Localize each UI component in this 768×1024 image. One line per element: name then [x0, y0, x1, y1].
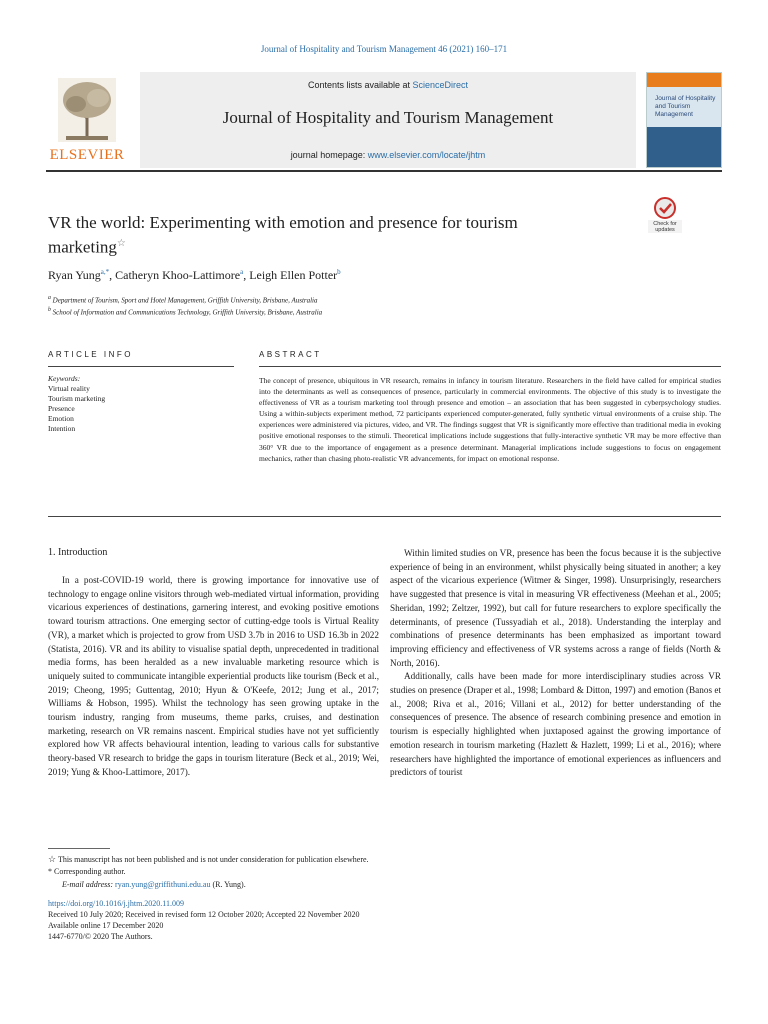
contents-line — [140, 80, 636, 90]
journal-title: Journal of Hospitality and Tourism Management — [222, 108, 554, 127]
keyword: Intention — [48, 424, 76, 433]
elsevier-tree-icon — [58, 78, 116, 142]
cover-image — [647, 127, 721, 167]
cover-title: Journal of Hospitality and Tourism Management — [655, 95, 716, 118]
history-dates: Received 10 July 2020; Received in revised form 12 October 2020; Accepted 22 November 2020 — [48, 910, 360, 919]
footnote-corresponding-text: Corresponding author. — [54, 867, 126, 876]
homepage-label: journal homepage: — [290, 150, 368, 160]
keywords-block — [48, 374, 228, 434]
abstract-text: The concept of presence, ubiquitous in VR research, remains in infancy in tourism literature. Researchers in the field have called for empirical studies into the determinants as well as consequences of presence, particularly in commercial environments. The objective of this study is to investigate the effectiveness of VR as a tourism marketing tool through presence and emotion – an association that has been suggested in cyberpsychology studies. Using a within-subjects experiment method, 72 participants experienced computer-generated, fully synthetic virtual environments of a cruise ship. The experiences were administered via pictures, video, and VR. The findings suggest that VR is significantly more effective than traditional media in evoking positive emotional responses to the stimuli. Theoretical implications include suggestions that fully-interactive synthetic VR may be more effective than 360° VR due to the importance of engagement as a presence determinant. Managerial implications include suggestions to focus on engagement mechanics, rather than chasing photo-realistic VR advancements, for impact on emotional response. — [259, 376, 721, 463]
body-column-right — [390, 547, 721, 780]
author-name[interactable]: Leigh Ellen Potter — [249, 268, 338, 282]
abstract-bottom-rule — [48, 516, 721, 517]
footnote-star-text: This manuscript has not been published and is not under consideration for publication elsewhere. — [57, 855, 369, 864]
body-paragraph: Additionally, calls have been made for more interdisciplinary studies across VR studies on presence (Draper et al., 1998; Lombard & Ditton, 1997) and emotion (Banos et al., 2008; Riva et al., 2016; Villani et al., 2012) for better understanding of the consequences of presence. The absence of research combining presence and emotion in tourism is especially highlighted when juxtaposed against the growing importance of emotion research in tourism marketing (Hazlett & Hazlett, 1999; Li et al., 2016); where researchers have highlighted the importance of emotional experiences as influencers and predictors of tourist — [390, 671, 721, 778]
homepage-link[interactable]: www.elsevier.com/locate/jhtm — [367, 150, 486, 160]
author-affiliation-sup[interactable]: a,* — [100, 268, 110, 276]
publication-info — [48, 898, 359, 942]
keyword: Emotion — [48, 414, 74, 423]
footnote: ☆ This manuscript has not been published and is not under consideration for publication elsewhere. — [48, 854, 369, 864]
abstract-heading: ABSTRACT — [259, 350, 322, 359]
body-paragraph: In a post-COVID-19 world, there is growing importance for innovative use of technology to engage online visitors through web-mediated virtual information, providing vicarious experiences of destinations, garnering interest, and evoking positive emotions toward tourism attractions. One emerging sector of cutting-edge tools is Virtual Reality (VR), a market which is projected to grow from USD 3.7b in 2016 to USD 16.3b in 2022 (Statista, 2016). VR and its ability to visualise spatial depth, unprecedented in traditional media forms, has been heralded as a new invaluable marketing resource which is uniquely suited to communicate intangible experiential products like tourism (Beck et al., 2019; Cheong, 1995; Guttentag, 2010; Hyun & O'Keefe, 2012; Jung et al., 2017; Williams & Hobson, 1995). Whilst the technology has seen growing uptake in the tourism industry, ranging from museums, theme parks, cruises, and destination marketing, research on VR remains nascent. Empirical studies have not yet sufficiently explored how VR affects behavioural intention, leading to various calls for substantive theory-based VR research to bridge the gaps in tourism literature (Beck et al., 2019; Wei, 2019; Yung & Khoo-Lattimore, 2017). — [48, 575, 379, 777]
affiliation-sup: a — [48, 295, 51, 301]
email-suffix: (R. Yung). — [212, 880, 246, 889]
body-paragraph: Within limited studies on VR, presence has been the focus because it is the subjective experience of being in an environment, whilst physically being situated in another; a key aspect of the vicarious experience (Witmer & Singer, 1998). Unsurprisingly, researchers have suggested that presence is vital in measuring VR effectiveness (Meehan et al., 2005; Sheridan, 1992; Zeltzer, 1992), but call for future researchers to explore specifically the determinants, of presence (Tussyadiah et al., 2018). Understanding the interplay and combinations of presence determinants has been emphasized as important toward improving efficiency and effectiveness of VR systems across a range of fields (North & North, 2016). — [390, 548, 721, 668]
article-info-rule — [48, 366, 234, 367]
keyword: Presence — [48, 404, 75, 413]
section-heading-introduction: 1. Introduction — [48, 547, 108, 558]
abstract-rule — [259, 366, 721, 367]
contents-prefix: Contents lists available at — [307, 80, 413, 90]
sciencedirect-link[interactable]: ScienceDirect — [412, 80, 469, 90]
body-column-left — [48, 574, 379, 780]
footnote-rule — [48, 848, 110, 849]
affiliation-sup: b — [48, 307, 51, 313]
article-info-heading: ARTICLE INFO — [48, 350, 133, 359]
author-affiliation-sup[interactable]: b — [337, 268, 341, 276]
email-link[interactable]: ryan.yung@griffithuni.edu.au — [115, 880, 211, 889]
elsevier-logo — [48, 78, 126, 164]
affiliation — [48, 295, 318, 304]
copyright: 1447-6770/© 2020 The Authors. — [48, 932, 153, 941]
journal-cover[interactable] — [646, 72, 722, 168]
email-label: E-mail address: — [62, 880, 114, 889]
check-for-updates-badge[interactable] — [646, 196, 684, 234]
article-title — [48, 212, 568, 258]
author-name[interactable]: Catheryn Khoo-Lattimore — [115, 268, 241, 282]
author-name[interactable]: Ryan Yung — [48, 268, 101, 282]
keyword: Virtual reality — [48, 384, 90, 393]
author-affiliation-sup[interactable]: a — [240, 268, 244, 276]
check-updates-label: Check for updates — [653, 221, 677, 233]
affiliation-text: Department of Tourism, Sport and Hotel Management, Griffith University, Brisbane, Australia — [52, 296, 318, 305]
affiliation-text: School of Information and Communications Technology, Griffith University, Brisbane, Australia — [52, 308, 323, 317]
journal-homepage — [140, 150, 636, 160]
footnote: * Corresponding author. — [48, 867, 126, 876]
cover-band — [647, 73, 721, 87]
affiliation — [48, 307, 322, 316]
article-title-text: VR the world: Experimenting with emotion and presence for tourism marketing — [48, 213, 518, 257]
footnote-email — [62, 879, 246, 891]
journal-reference[interactable]: Journal of Hospitality and Tourism Management 46 (2021) 160–171 — [260, 44, 508, 54]
elsevier-wordmark: ELSEVIER — [49, 147, 125, 163]
available-online: Available online 17 December 2020 — [48, 921, 164, 930]
doi-link[interactable]: https://doi.org/10.1016/j.jhtm.2020.11.009 — [48, 899, 185, 908]
title-footnote-mark[interactable]: ☆ — [116, 238, 126, 249]
author-list: Ryan Yung$^{a,*}$, Catheryn Khoo-Lattimore$^a$, Leigh Ellen Potter$^b$ — [48, 268, 341, 282]
keywords-label: Keywords: — [48, 374, 81, 383]
keyword: Tourism marketing — [48, 394, 106, 403]
